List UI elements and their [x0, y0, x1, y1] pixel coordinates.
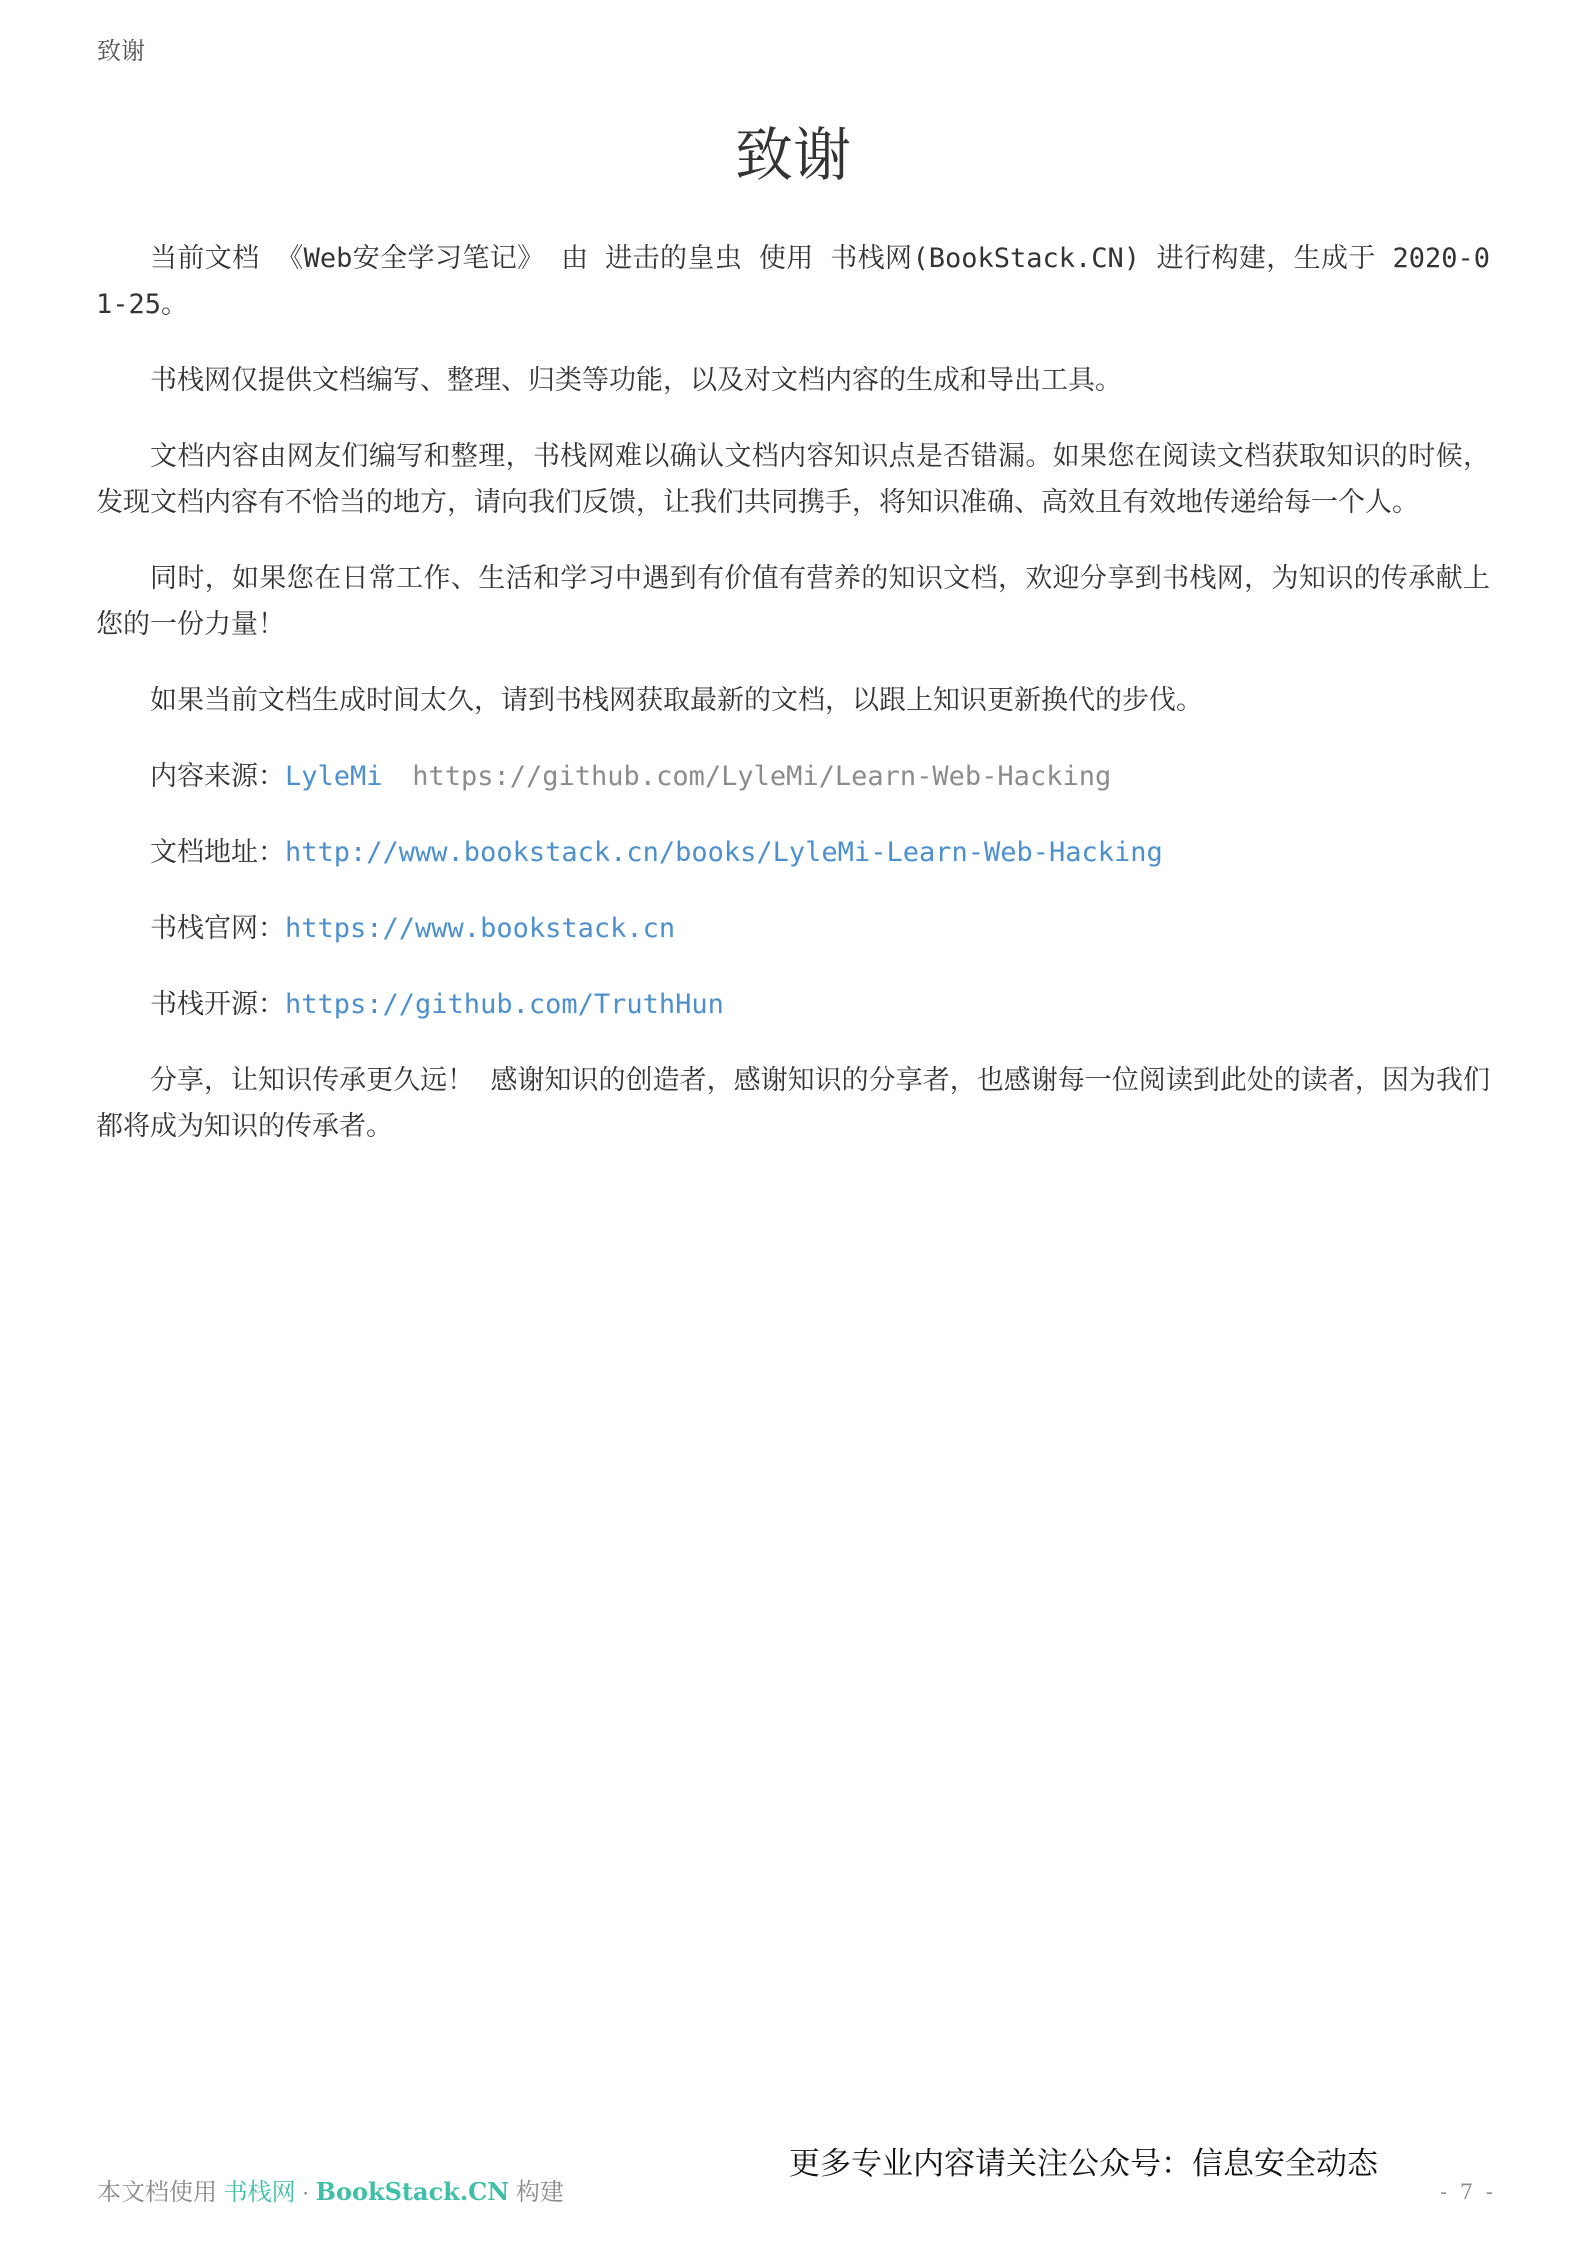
paragraph-closing: 分享，让知识传承更久远！ 感谢知识的创造者，感谢知识的分享者，也感谢每一位阅读到此处的读者，因为我们都将成为知识的传承者。 — [96, 1065, 1490, 1142]
footer-build-suffix: 构建 — [515, 2179, 564, 2206]
footer-build-note — [97, 2177, 564, 2206]
doc-address-label: 文档地址： — [150, 837, 285, 868]
doc-address-line — [96, 830, 1490, 876]
open-source-label: 书栈开源： — [150, 989, 285, 1020]
source-line — [96, 754, 1490, 800]
paragraph-get-latest: 如果当前文档生成时间太久，请到书栈网获取最新的文档，以跟上知识更新换代的步伐。 — [150, 685, 1203, 716]
paragraph-content-disclaimer: 文档内容由网友们编写和整理，书栈网难以确认文档内容知识点是否错漏。如果您在阅读文档获取知识的时候，发现文档内容有不恰当的地方，请向我们反馈，让我们共同携手，将知识准确、高效且有效地传递给每一个人。 — [96, 441, 1490, 518]
paragraph-share-invite: 同时，如果您在日常工作、生活和学习中遇到有价值有营养的知识文档，欢迎分享到书栈网，为知识的传承献上您的一份力量！ — [96, 563, 1490, 640]
footer-build-prefix: 本文档使用 — [97, 2179, 217, 2206]
doc-address-link[interactable]: http://www.bookstack.cn/books/LyleMi-Learn-Web-Hacking — [285, 837, 1163, 868]
footer-brand-link[interactable]: BookStack.CN — [315, 2177, 510, 2206]
document-body — [96, 236, 1490, 1180]
footer-site-link[interactable]: 书栈网 — [223, 2179, 296, 2206]
footer-promo-text: 更多专业内容请关注公众号：信息安全动态 — [789, 2146, 1378, 2182]
open-source-link[interactable]: https://github.com/TruthHun — [285, 989, 724, 1020]
source-author-link[interactable]: LyleMi — [285, 761, 383, 792]
page-number: - 7 - — [1440, 2180, 1496, 2204]
footer-separator: · — [301, 2179, 310, 2206]
official-site-label: 书栈官网： — [150, 913, 285, 944]
source-label: 内容来源： — [150, 761, 285, 792]
open-source-line — [96, 982, 1490, 1028]
running-header: 致谢 — [97, 38, 145, 65]
paragraph-build-info: 当前文档 《Web安全学习笔记》 由 进击的皇虫 使用 书栈网(BookStack.CN) 进行构建，生成于 2020-01-25。 — [96, 243, 1490, 320]
page-title: 致谢 — [734, 123, 851, 188]
official-site-link[interactable]: https://www.bookstack.cn — [285, 913, 676, 944]
official-site-line — [96, 906, 1490, 952]
source-url-text: https://github.com/LyleMi/Learn-Web-Hacking — [412, 761, 1112, 792]
paragraph-site-functions: 书栈网仅提供文档编写、整理、归类等功能，以及对文档内容的生成和导出工具。 — [150, 365, 1122, 396]
